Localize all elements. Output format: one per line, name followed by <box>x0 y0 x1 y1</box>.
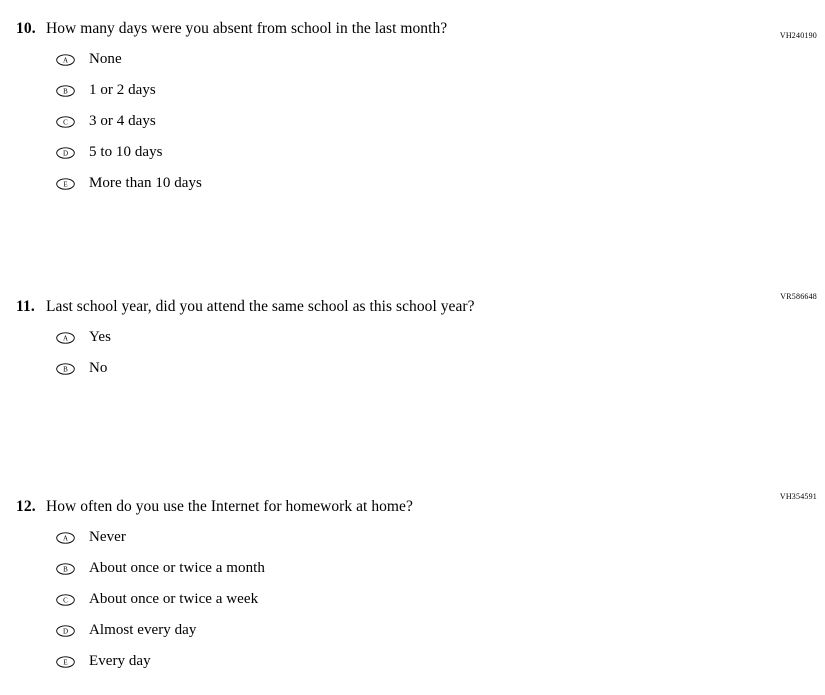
question-number-10: 10. <box>16 20 36 37</box>
question-number-12: 12. <box>16 498 36 515</box>
bubble-c-icon[interactable] <box>56 594 75 606</box>
option-10-c[interactable] <box>56 106 825 137</box>
option-12-d[interactable] <box>56 615 825 646</box>
question-code-12: VH354591 <box>779 492 817 501</box>
option-10-d[interactable] <box>56 137 825 168</box>
question-text-12: How often do you use the Internet for homework at home? <box>46 498 413 515</box>
question-heading-10 <box>0 20 825 38</box>
bubble-e-icon[interactable] <box>56 656 75 668</box>
option-label: 3 or 4 days <box>89 113 156 129</box>
bubble-d-icon[interactable] <box>56 625 75 637</box>
option-11-b[interactable] <box>56 353 825 384</box>
option-10-e[interactable] <box>56 168 825 199</box>
option-10-b[interactable] <box>56 75 825 106</box>
question-code-11: VR586648 <box>780 292 817 301</box>
question-text-11: Last school year, did you attend the same school as this school year? <box>46 298 475 315</box>
option-label: None <box>89 51 122 67</box>
option-label: Almost every day <box>89 622 197 638</box>
question-block-10 <box>0 20 825 199</box>
svg-text:E: E <box>63 658 68 667</box>
svg-text:D: D <box>62 627 69 636</box>
bubble-a-icon[interactable] <box>56 332 75 344</box>
question-code-10: VH240190 <box>779 31 817 40</box>
option-12-b[interactable] <box>56 553 825 584</box>
option-label: About once or twice a week <box>89 591 259 607</box>
option-12-e[interactable] <box>56 646 825 677</box>
option-11-a[interactable] <box>56 322 825 353</box>
svg-text:D: D <box>62 149 69 158</box>
option-list-11 <box>0 322 825 384</box>
svg-text:A: A <box>62 534 69 543</box>
bubble-c-icon[interactable] <box>56 116 75 128</box>
option-list-10 <box>0 44 825 199</box>
option-label: Every day <box>89 653 151 669</box>
bubble-a-icon[interactable] <box>56 54 75 66</box>
bubble-a-icon[interactable] <box>56 532 75 544</box>
bubble-b-icon[interactable] <box>56 363 75 375</box>
option-label: Never <box>89 529 126 545</box>
question-text-10: How many days were you absent from school in the last month? <box>46 20 448 37</box>
option-label: Yes <box>89 329 111 345</box>
question-heading-12 <box>0 498 825 516</box>
bubble-e-icon[interactable] <box>56 178 75 190</box>
option-12-c[interactable] <box>56 584 825 615</box>
option-label: 1 or 2 days <box>89 82 156 98</box>
svg-text:C: C <box>63 118 68 127</box>
bubble-d-icon[interactable] <box>56 147 75 159</box>
svg-text:A: A <box>62 334 69 343</box>
question-block-12 <box>0 492 825 677</box>
svg-text:B: B <box>63 565 68 574</box>
svg-text:E: E <box>63 180 68 189</box>
option-list-12 <box>0 522 825 677</box>
option-label: About once or twice a month <box>89 560 265 576</box>
svg-text:B: B <box>63 365 68 374</box>
option-label: No <box>89 360 108 376</box>
bubble-b-icon[interactable] <box>56 563 75 575</box>
svg-text:B: B <box>63 87 68 96</box>
option-10-a[interactable] <box>56 44 825 75</box>
svg-text:A: A <box>62 56 69 65</box>
question-number-11: 11. <box>16 298 35 315</box>
question-block-11 <box>0 292 825 384</box>
svg-text:C: C <box>63 596 68 605</box>
question-heading-11 <box>0 298 825 316</box>
option-12-a[interactable] <box>56 522 825 553</box>
option-label: More than 10 days <box>89 175 202 191</box>
option-label: 5 to 10 days <box>89 144 163 160</box>
bubble-b-icon[interactable] <box>56 85 75 97</box>
